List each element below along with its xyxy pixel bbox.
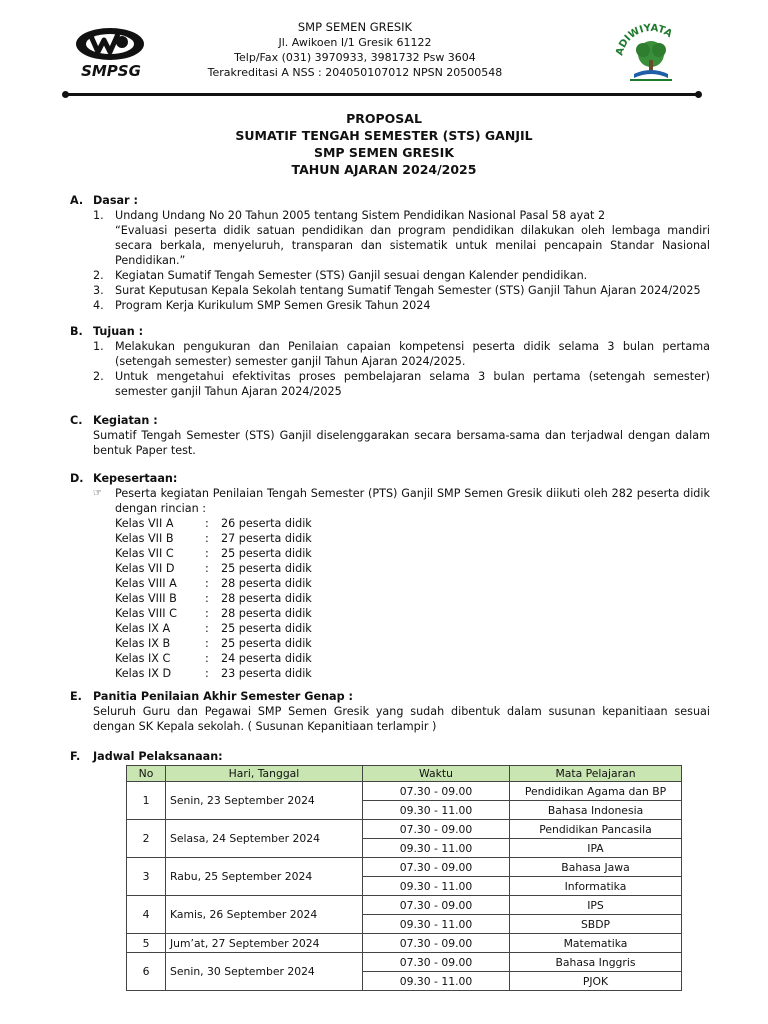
school-name: SMP SEMEN GRESIK bbox=[297, 20, 413, 34]
logo-text: SMPSG bbox=[81, 62, 141, 80]
table-row: 2 Selasa, 24 September 2024 07.30 - 09.00 Pendidikan Pancasila bbox=[127, 820, 682, 839]
section-letter: B. bbox=[70, 325, 83, 338]
section-text: Sumatif Tengah Semester (STS) Ganjil diselenggarakan secara bersama-sama dan terjadwal dengan dalam bentuk Paper test. bbox=[93, 429, 710, 457]
section-panitia bbox=[70, 689, 710, 734]
schedule-table bbox=[126, 765, 682, 991]
section-jadwal bbox=[70, 749, 710, 764]
list-item: 4. Program Kerja Kurikulum SMP Semen Gresik Tahun 2024 bbox=[93, 299, 431, 312]
header-rule-dot-right bbox=[695, 91, 702, 98]
table-header-row bbox=[127, 766, 682, 782]
class-row: Kelas VII C : 25 peserta didik bbox=[115, 547, 312, 560]
section-heading: Dasar : bbox=[93, 194, 138, 207]
title-line-1: PROPOSAL bbox=[346, 111, 422, 126]
section-heading: Panitia Penilaian Akhir Semester Genap : bbox=[93, 690, 353, 703]
section-letter: E. bbox=[70, 690, 82, 703]
school-logo bbox=[66, 20, 156, 80]
adiwiyata-logo-graphic bbox=[612, 20, 690, 86]
section-letter: F. bbox=[70, 750, 81, 763]
header-rule-dot-left bbox=[62, 91, 69, 98]
class-row: Kelas IX A : 25 peserta didik bbox=[115, 622, 312, 635]
column-header: Hari, Tanggal bbox=[166, 766, 363, 782]
letterhead bbox=[200, 20, 510, 80]
table-row: 09.30 - 11.00 Informatika bbox=[127, 877, 682, 896]
table-row: 5 Jum’at, 27 September 2024 07.30 - 09.00 Matematika bbox=[127, 934, 682, 953]
section-kegiatan bbox=[70, 413, 710, 458]
column-header: Waktu bbox=[363, 766, 510, 782]
adiwiyata-logo bbox=[612, 20, 690, 86]
section-letter: A. bbox=[70, 194, 84, 207]
section-dasar bbox=[70, 193, 710, 313]
class-row: Kelas VII B : 27 peserta didik bbox=[115, 532, 312, 545]
table-row: 09.30 - 11.00 SBDP bbox=[127, 915, 682, 934]
adiwiyata-arc-text: ADIWIYATA bbox=[614, 22, 674, 57]
section-heading: Jadwal Pelaksanaan: bbox=[93, 750, 223, 763]
class-row: Kelas VIII C : 28 peserta didik bbox=[115, 607, 312, 620]
table-row: 09.30 - 11.00 PJOK bbox=[127, 972, 682, 991]
class-row: Kelas VII A : 26 peserta didik bbox=[115, 517, 312, 530]
column-header: Mata Pelajaran bbox=[510, 766, 682, 782]
table-row: 1 Senin, 23 September 2024 07.30 - 09.00 Pendidikan Agama dan BP bbox=[127, 782, 682, 801]
section-heading: Kegiatan : bbox=[93, 414, 158, 427]
law-quote: “Evaluasi peserta didik satuan pendidikan dan program pendidikan dilakukan oleh lembaga mandiri secara berkala, menyeluruh, transparan dan sistematik untuk menilai pencapain Standar Nasional Pendidikan.” bbox=[115, 224, 710, 267]
list-item: 3. Surat Keputusan Kepala Sekolah tentang Sumatif Tengah Semester (STS) Ganjil Tahun Ajaran 2024/2025 bbox=[93, 284, 701, 297]
section-heading: Kepesertaan: bbox=[93, 472, 178, 485]
table-row: 4 Kamis, 26 September 2024 07.30 - 09.00 IPS bbox=[127, 896, 682, 915]
header-rule bbox=[66, 93, 698, 96]
hand-pointer-icon: ☞ bbox=[93, 488, 102, 499]
table-row: 6 Senin, 30 September 2024 07.30 - 09.00 Bahasa Inggris bbox=[127, 953, 682, 972]
smpsg-logo-graphic bbox=[66, 20, 156, 80]
column-header: No bbox=[127, 766, 166, 782]
list-item: 2. Kegiatan Sumatif Tengah Semester (STS) Ganjil sesuai dengan Kalender pendidikan. bbox=[93, 269, 588, 282]
class-row: Kelas IX D : 23 peserta didik bbox=[115, 667, 312, 680]
title-line-2: SUMATIF TENGAH SEMESTER (STS) GANJIL bbox=[235, 128, 533, 143]
participants-intro: ☞ Peserta kegiatan Penilaian Tengah Semester (PTS) Ganjil SMP Semen Gresik diikuti oleh 282 peserta didik dengan rincian : bbox=[93, 487, 710, 515]
list-item: 2. Untuk mengetahui efektivitas proses pembelajaran selama 3 bulan pertama (setengah semester) semester ganjil Tahun Ajaran 2024/2025 bbox=[93, 370, 710, 398]
class-row: Kelas VIII B : 28 peserta didik bbox=[115, 592, 312, 605]
section-text: Seluruh Guru dan Pegawai SMP Semen Gresik yang sudah dibentuk dalam susunan kepanitiaan sesuai dengan SK Kepala sekolah. ( Susunan Kepanitiaan terlampir ) bbox=[93, 705, 710, 733]
school-phone: Telp/Fax (031) 3970933, 3981732 Psw 3604 bbox=[234, 51, 476, 64]
section-letter: D. bbox=[70, 472, 84, 485]
section-tujuan bbox=[70, 324, 710, 399]
school-accreditation: Terakreditasi A NSS : 204050107012 NPSN 20500548 bbox=[207, 66, 503, 79]
school-address: Jl. Awikoen I/1 Gresik 61122 bbox=[278, 36, 432, 49]
section-heading: Tujuan : bbox=[93, 325, 144, 338]
table-row: 3 Rabu, 25 September 2024 07.30 - 09.00 Bahasa Jawa bbox=[127, 858, 682, 877]
document-title bbox=[0, 110, 768, 178]
table-row: 09.30 - 11.00 Bahasa Indonesia bbox=[127, 801, 682, 820]
title-line-3: SMP SEMEN GRESIK bbox=[313, 145, 455, 160]
section-letter: C. bbox=[70, 414, 83, 427]
class-row: Kelas IX C : 24 peserta didik bbox=[115, 652, 312, 665]
class-row: Kelas VIII A : 28 peserta didik bbox=[115, 577, 312, 590]
table-row: 09.30 - 11.00 IPA bbox=[127, 839, 682, 858]
class-row: Kelas IX B : 25 peserta didik bbox=[115, 637, 312, 650]
title-line-4: TAHUN AJARAN 2024/2025 bbox=[291, 162, 477, 177]
list-item: 1. Melakukan pengukuran dan Penilaian capaian kompetensi peserta didik selama 3 bulan pertama (setengah semester) semester ganjil Tahun Ajaran 2024/2025. bbox=[93, 340, 710, 368]
list-item: 1. Undang Undang No 20 Tahun 2005 tentang Sistem Pendidikan Nasional Pasal 58 ayat 2 bbox=[93, 209, 606, 222]
class-row: Kelas VII D : 25 peserta didik bbox=[115, 562, 312, 575]
section-kepesertaan bbox=[70, 471, 710, 681]
